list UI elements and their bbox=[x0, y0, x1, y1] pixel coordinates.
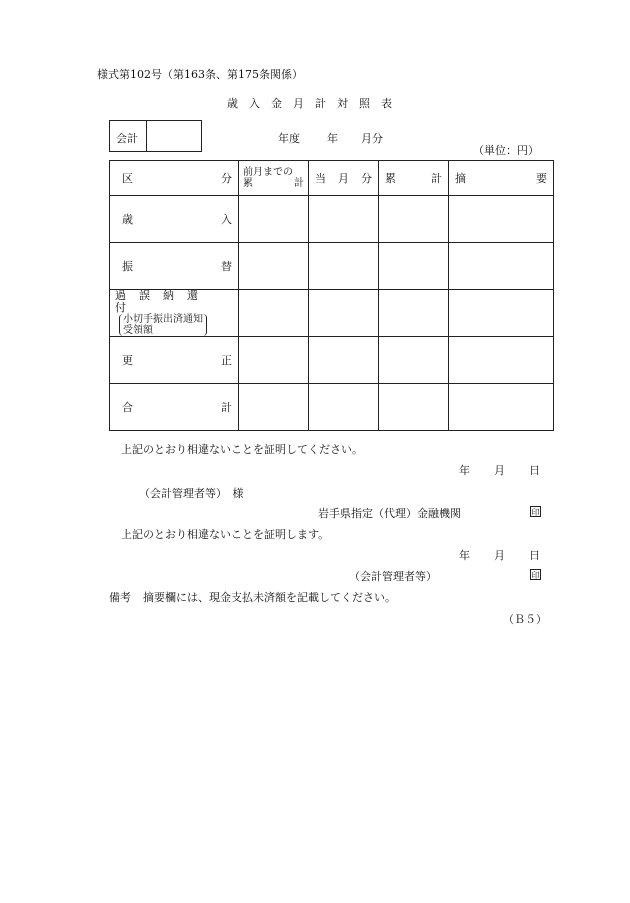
cell-empty[interactable] bbox=[379, 384, 449, 431]
row-label-revenue: 歳 入 bbox=[110, 196, 239, 243]
table-row bbox=[110, 196, 554, 243]
account-divider bbox=[146, 121, 147, 151]
row-label-total: 合 計 bbox=[110, 384, 239, 431]
row-label-correction: 更 正 bbox=[110, 337, 239, 384]
cell-empty[interactable] bbox=[449, 243, 554, 290]
header-remarks: 摘 要 bbox=[449, 161, 554, 196]
table-row bbox=[110, 337, 554, 384]
table-row bbox=[110, 243, 554, 290]
paper-size: （Ｂ５） bbox=[503, 613, 547, 626]
addressee: （会計管理者等） 様 bbox=[139, 487, 244, 500]
cell-empty[interactable] bbox=[309, 290, 379, 337]
seal-icon: 印 bbox=[531, 508, 540, 517]
cell-empty[interactable] bbox=[449, 384, 554, 431]
cell-empty[interactable] bbox=[449, 290, 554, 337]
cell-empty[interactable] bbox=[449, 196, 554, 243]
revenue-table bbox=[109, 160, 554, 431]
year-label: 年度 bbox=[278, 132, 300, 145]
cell-empty[interactable] bbox=[309, 196, 379, 243]
header-current-month: 当 月 分 bbox=[309, 161, 379, 196]
remarks-note bbox=[109, 589, 408, 605]
seal-icon: 印 bbox=[531, 571, 540, 580]
header-prev-total: 前月までの 累 計 bbox=[239, 161, 309, 196]
note-text: 摘要欄には、現金支払未済額を記載してください。 bbox=[143, 591, 396, 604]
account-label: 会計 bbox=[116, 132, 138, 145]
cell-empty[interactable] bbox=[239, 290, 309, 337]
manager-label: （会計管理者等） bbox=[349, 570, 437, 583]
refund-sublabel: 小切手振出済通知 受領額 bbox=[119, 314, 207, 336]
row-label-refund bbox=[110, 290, 239, 337]
cell-empty[interactable] bbox=[239, 243, 309, 290]
row-label-transfer: 振 替 bbox=[110, 243, 239, 290]
bank-name: 岩手県指定（代理）金融機関 bbox=[318, 507, 461, 520]
cell-empty[interactable] bbox=[309, 384, 379, 431]
refund-label: 過誤納還付 bbox=[115, 289, 211, 314]
month-label: 月分 bbox=[361, 132, 383, 145]
fiscal-period bbox=[278, 130, 383, 146]
cell-empty[interactable] bbox=[239, 384, 309, 431]
form-title: 歳入金月計対照表 bbox=[227, 97, 403, 110]
date-line-2: 年 月 日 bbox=[459, 549, 540, 562]
unit-label: （単位：円） bbox=[473, 144, 539, 157]
cell-empty[interactable] bbox=[239, 196, 309, 243]
cell-empty[interactable] bbox=[379, 196, 449, 243]
account-box bbox=[109, 120, 202, 152]
year-unit: 年 bbox=[327, 132, 338, 145]
cell-empty[interactable] bbox=[379, 243, 449, 290]
cell-empty[interactable] bbox=[379, 337, 449, 384]
header-category: 区 分 bbox=[110, 161, 239, 196]
cell-empty[interactable] bbox=[379, 290, 449, 337]
cell-empty[interactable] bbox=[309, 243, 379, 290]
cell-empty[interactable] bbox=[239, 337, 309, 384]
cell-empty[interactable] bbox=[449, 337, 554, 384]
table-row bbox=[110, 384, 554, 431]
cell-empty[interactable] bbox=[309, 337, 379, 384]
certify-request: 上記のとおり相違ないことを証明してください。 bbox=[121, 443, 363, 456]
table-row bbox=[110, 290, 554, 337]
certify-confirm: 上記のとおり相違ないことを証明します。 bbox=[121, 528, 330, 541]
form-id: 様式第102号（第163条、第175条関係） bbox=[97, 68, 303, 81]
date-line-1: 年 月 日 bbox=[459, 464, 540, 477]
note-label: 備考 bbox=[109, 591, 131, 604]
header-cumulative: 累 計 bbox=[379, 161, 449, 196]
table-header-row bbox=[110, 161, 554, 196]
